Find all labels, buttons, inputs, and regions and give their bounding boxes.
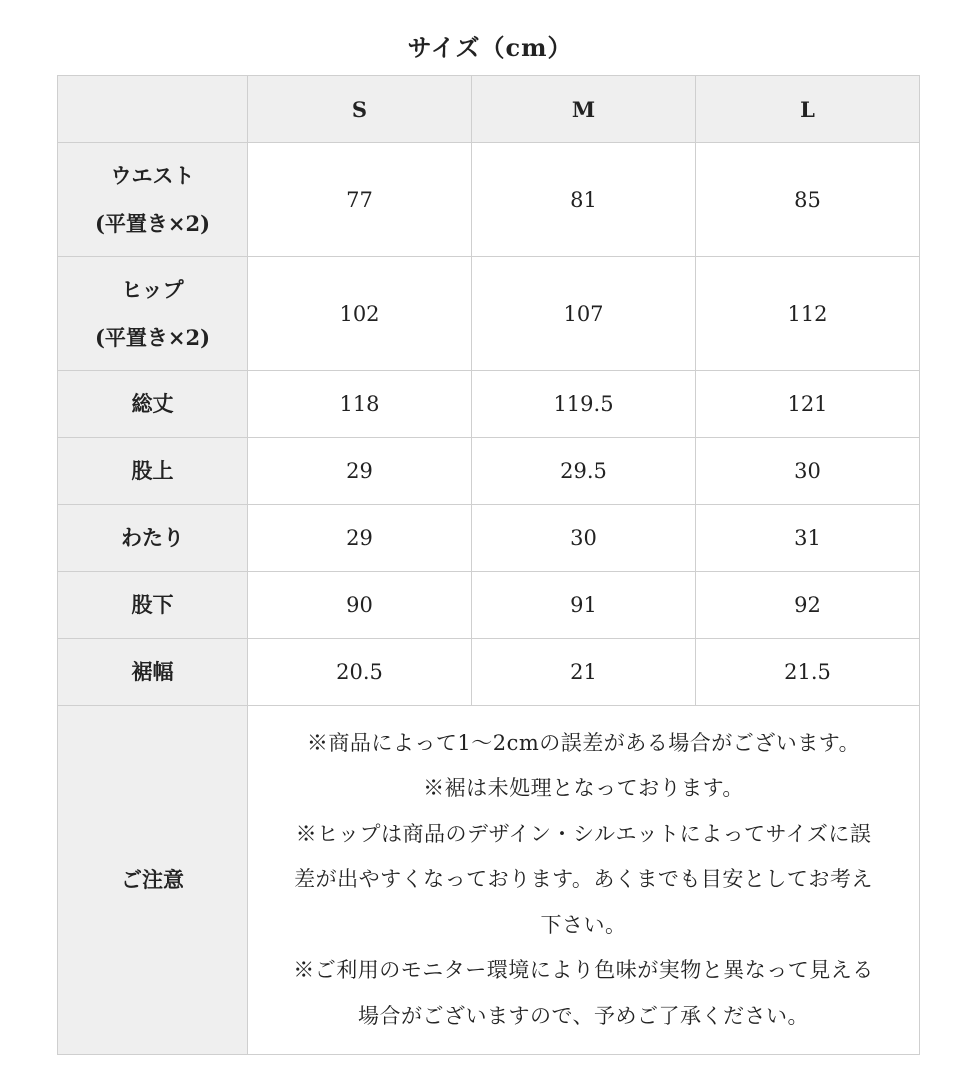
value-cell: 29	[248, 438, 472, 505]
value-cell: 121	[696, 371, 920, 438]
value-cell: 29.5	[472, 438, 696, 505]
note-line: ※商品によって1〜2cmの誤差がある場合がございます。	[306, 730, 861, 755]
value-cell: 77	[248, 143, 472, 257]
value-cell: 118	[248, 371, 472, 438]
value-cell: 112	[696, 257, 920, 371]
table-row	[58, 371, 920, 438]
table-row	[58, 572, 920, 639]
row-label-thigh: わたり	[58, 505, 248, 572]
value-cell: 91	[472, 572, 696, 639]
value-cell: 29	[248, 505, 472, 572]
notes-cell	[248, 706, 920, 1055]
value-cell: 85	[696, 143, 920, 257]
table-row	[58, 639, 920, 706]
value-cell: 90	[248, 572, 472, 639]
table-title: サイズ（cm）	[407, 33, 573, 62]
value-cell: 107	[472, 257, 696, 371]
note-line: 差が出やすくなっております。あくまでも目安としてお考え	[294, 867, 873, 892]
note-line: 下さい。	[540, 912, 627, 937]
value-cell: 30	[696, 438, 920, 505]
row-label-total-length: 総丈	[58, 371, 248, 438]
size-header-s: S	[248, 76, 472, 143]
corner-cell	[58, 76, 248, 143]
value-cell: 119.5	[472, 371, 696, 438]
table-row	[58, 257, 920, 371]
row-label-line: ヒップ	[121, 276, 184, 302]
notes-row	[58, 706, 920, 1055]
row-label-inseam: 股下	[58, 572, 248, 639]
value-cell: 21.5	[696, 639, 920, 706]
size-header-m: M	[472, 76, 696, 143]
row-label-waist	[58, 143, 248, 257]
table-row	[58, 438, 920, 505]
row-label-line: ウエスト	[110, 162, 195, 188]
value-cell: 81	[472, 143, 696, 257]
row-label-line: (平置き×2)	[94, 324, 211, 350]
row-label-hem-width: 裾幅	[58, 639, 248, 706]
table-row	[58, 143, 920, 257]
notes-label: ご注意	[58, 706, 248, 1055]
size-table	[57, 75, 920, 1055]
header-row	[58, 76, 920, 143]
value-cell: 102	[248, 257, 472, 371]
value-cell: 21	[472, 639, 696, 706]
value-cell: 20.5	[248, 639, 472, 706]
note-line: ※ヒップは商品のデザイン・シルエットによってサイズに誤	[295, 821, 872, 846]
table-row	[58, 505, 920, 572]
row-label-hip	[58, 257, 248, 371]
row-label-line: (平置き×2)	[94, 210, 211, 236]
note-line: ※ご利用のモニター環境により色味が実物と異なって見える	[293, 958, 874, 983]
value-cell: 92	[696, 572, 920, 639]
size-header-l: L	[696, 76, 920, 143]
row-label-rise: 股上	[58, 438, 248, 505]
value-cell: 30	[472, 505, 696, 572]
value-cell: 31	[696, 505, 920, 572]
note-line: ※裾は未処理となっております。	[423, 776, 744, 801]
note-line: 場合がございますので、予めご了承ください。	[357, 1003, 810, 1028]
